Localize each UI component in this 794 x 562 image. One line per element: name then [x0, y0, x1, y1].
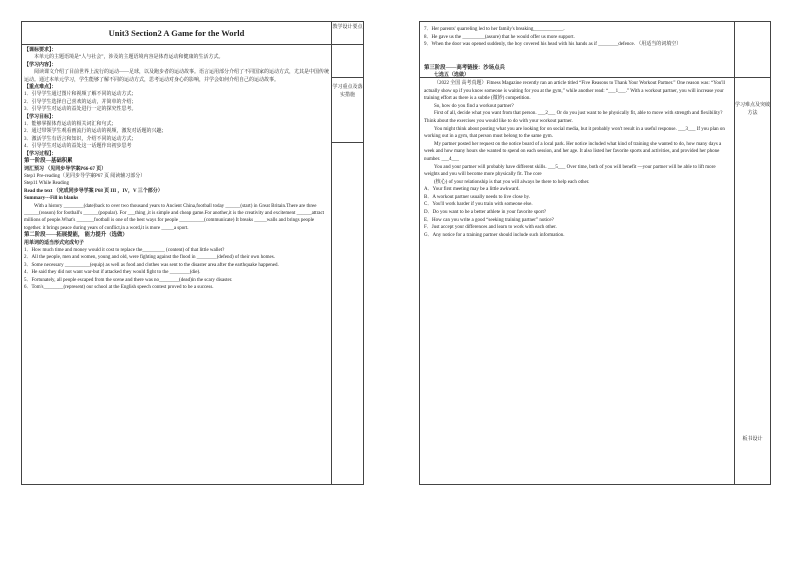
text-line: 词汇预习 （见同步导学案P66-67 页）: [24, 166, 107, 172]
text-line: 本单元的主题语境是“人与社会”，涉及的主题语境内容是体育运动和健康的生活方式。: [34, 55, 224, 61]
text-line: 【课标要求】：: [24, 48, 57, 53]
text-line: （2022 全国 高考真题）Fitness Magazine recently ran an article titled “Five Reasons to Thank Your Workout Partner.” One reason was: “You'll actually show up if you know someone is waiting for you at the gym,” while another read: “___1___.” With a workout partner, you will increase your training effort as there is a subtle (微妙) competition.: [424, 80, 726, 102]
right-top-items: [424, 26, 732, 49]
text-line: B．A workout partner usually needs to live close by.: [424, 194, 530, 200]
right-body-text: [424, 26, 732, 239]
text-line: 4．He said they did not want war-but if attacked they would fight to the ________(die).: [24, 270, 201, 276]
left-lesson-table: [21, 21, 364, 485]
text-line: 七选五（选做）: [434, 73, 470, 79]
text-line: 【学习目标】：: [24, 114, 57, 120]
text-line: 【学习过程】：: [24, 151, 57, 157]
side-divider: [332, 142, 363, 143]
right-lesson-table: [419, 21, 771, 485]
text-line: So, how do you find a workout partner?: [434, 103, 514, 109]
text-line: G．Any notice for a training partner should include such information.: [424, 232, 565, 238]
text-line: 9．When the door was opened suddenly, the boy covered his head with his hands as if ________defence. （用适当的词填空）: [424, 42, 682, 48]
text-line: C．You'll work harder if you train with someone else.: [424, 202, 533, 208]
text-line: 8．He gave us the _________(assure) that he would offer us more support.: [424, 34, 575, 40]
text-line: Summary---Fill in blanks: [24, 196, 79, 202]
text-line: 2．引导学生选择自己喜欢的运动，并简单的介绍；: [24, 99, 137, 105]
text-line: D．Do you want to be a better athlete in your favorite sport?: [424, 210, 547, 216]
side-label-design-points: 教学设计要点: [332, 25, 363, 30]
text-line: 第一阶段—基础积累: [24, 158, 73, 165]
text-line: With a history ________(date)back to over two thousand years to Ancient China,football today ______(start) in Great Britain.There are three ______(reason) for football's ______(popular). For ___thing ,it is simple and cheap game.For another,it is the creativity and excitement ______attract millions of people.What's _______football is one of the best ways for people __________(communicate) It breaks _____walls and brings people together. it brings peace during years of conflict,in a word,it is more _____a sport.: [24, 203, 325, 231]
text-line: F．Just accept your differences and learn to work with each other.: [424, 225, 557, 231]
text-line: 1．引导学生通过图片和视频了解不同的运动方式；: [24, 92, 137, 98]
text-line: 3．引导学生对运动的益处进行一定的探究性思考。: [24, 107, 137, 113]
text-line: 3．Some necessary __________(equip) as well as food and clothes was sent to the disaster area after the earthquake happened.: [24, 262, 279, 268]
text-line: You and your partner will probably have different skills. ___5___ Over time, both of you will benefit —your partner will be able to lift more weights and you will become more physically fit. The core: [424, 164, 716, 178]
text-line: 7．Her parents' quarreling led to her family's breaking____________.: [424, 27, 565, 32]
text-line: Step1 Pre-reading（见同步导学案P67 页 阅读辅习部分）: [24, 173, 146, 179]
right-main-items: [424, 65, 732, 240]
text-line: (核心) of your relationship is that you will always be there to help each other.: [434, 179, 590, 185]
text-line: 2．通过带领学生观看画流行的运动的视频，激发对话题的兴趣；: [24, 129, 167, 135]
left-body-text: [24, 47, 329, 291]
side-label-board-design: 板书设计: [742, 437, 763, 442]
text-line: 【重点难点】：: [24, 85, 57, 91]
text-line: A．Your first meeting may be a little awkward.: [424, 187, 520, 193]
column-divider: [734, 22, 735, 484]
side-divider: [332, 77, 363, 78]
text-line: You might think about posting what you are looking for on social media, but it probably won't result in a useful response. ___3___ If you plan on working out in a gym, that person must belong to the same gym.: [424, 126, 725, 140]
text-line: Read the text （完成同步导学案 P68 页 III ，IV，V 三个部分）: [24, 188, 163, 194]
text-line: 2．All the people, men and women, young and old, were fighting against the flood in ________(defend) of their own homes.: [24, 255, 275, 261]
text-line: 6．Tom's________(represent) our school at the English speech contest proved to be a success.: [24, 285, 214, 290]
header-divider: [22, 44, 363, 45]
text-line: 3．激活学生有语言和知识，介绍不同的运动方式；: [24, 136, 137, 142]
text-line: 第三阶段——高考链接：沙场点兵: [424, 64, 505, 71]
text-line: First of all, decide what you want from that person. ___2___ Or do you just want to be physically fit, able to move with strength and flexibility? Think about the exercises you would like to do with your workout partner.: [424, 111, 723, 124]
text-line: 阅读课文介绍了目前世界上流行的运动——足球，以及跑步者的运动故事。语言运用部分介绍了不同国家的运动方式，尤其是中国传统运动。通过本单元学习，学生能够了解不同的运动方式，思考运动对身心的影响，并学会如何介绍自己的运动故事。: [24, 70, 330, 83]
lesson-title: Unit3 Section2 A Game for the World: [108, 28, 245, 38]
text-line: 1．How much time and money would it cost to replace the_________ (content) of that little wallet?: [24, 247, 225, 253]
text-line: My partner posted her request on the notice board of a local park. Her notice included what kind of training she wanted to do, how many days a week and how many hours she wanted to spend on each session, and her age. It also listed her favorite sports and activities, and provided her phone number. ___4___: [424, 141, 722, 162]
text-line: 用单词的适当形式完成句子: [24, 240, 85, 246]
side-label-difficulties: 学习难点及突破方法: [735, 103, 771, 116]
text-line: 4．引导学生对运动的益处这一话题作出初步思考: [24, 144, 132, 150]
text-line: 5．Fortunately, all people escaped from the scene and there was no________(dead)in the scary disaster.: [24, 277, 233, 283]
text-line: Step11 While Reading: [24, 181, 69, 187]
text-line: 1．能够掌握体育运动的相关词汇和句式；: [24, 122, 117, 128]
text-line: 第二阶段——拓展提能， 能力提升（选做）: [24, 232, 128, 239]
text-line: E．How can you write a good “seeking training partner” notice?: [424, 217, 554, 223]
side-label-key-points: 学习重点及落实措施: [332, 85, 363, 98]
text-line: 【学习内容】：: [24, 62, 57, 68]
